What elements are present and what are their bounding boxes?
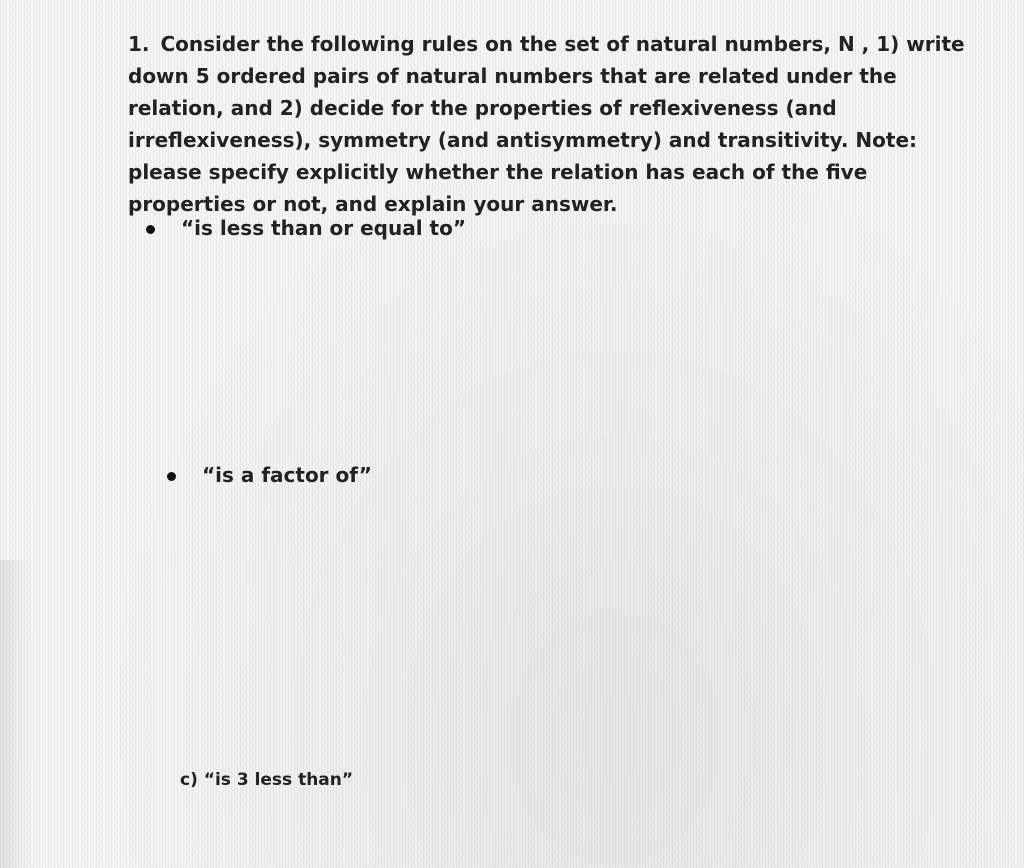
relation-item-marker: c) bbox=[180, 770, 198, 790]
relation-item-text: “is 3 less than” bbox=[203, 770, 354, 790]
question-1 bbox=[128, 28, 988, 220]
relation-item-factor-of bbox=[167, 463, 372, 487]
relation-item-text: “is a factor of” bbox=[202, 463, 372, 487]
relation-item-3-less-than bbox=[180, 770, 353, 790]
question-text: Consider the following rules on the set of natural numbers, N , 1) write down 5 ordered pairs of natural numbers that are related under the relation, and 2) decide for the properties of reflexiveness (and irreflexiveness), symmetry (and antisymmetry) and transitivity. Note: please specify explicitly whether the relation has each of the five properties or not, and explain your answer. bbox=[128, 32, 965, 216]
page-edge-shadow bbox=[0, 560, 30, 868]
question-number: 1. bbox=[128, 32, 150, 56]
bullet-icon bbox=[146, 225, 155, 234]
relation-item-text: “is less than or equal to” bbox=[181, 216, 466, 240]
relation-item-less-than-or-equal bbox=[146, 216, 466, 240]
bullet-icon bbox=[167, 472, 176, 481]
